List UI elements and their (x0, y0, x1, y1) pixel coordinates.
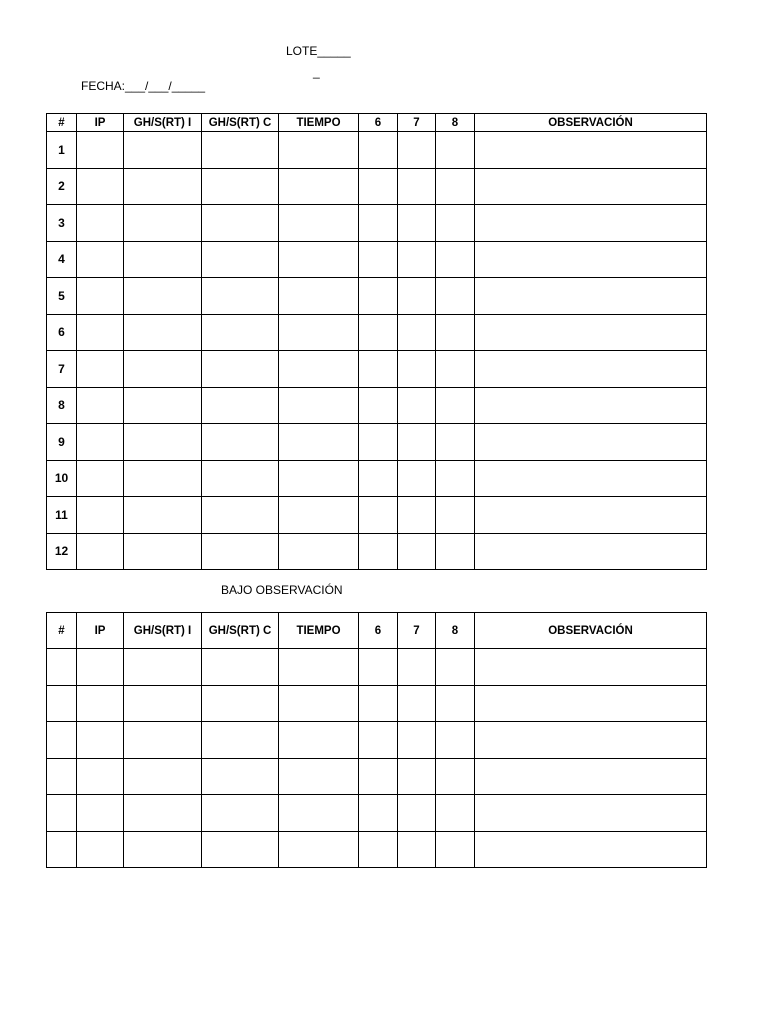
table-row (47, 685, 707, 722)
empty-cell[interactable] (202, 205, 279, 242)
empty-cell[interactable] (359, 424, 398, 461)
empty-cell[interactable] (202, 424, 279, 461)
empty-cell[interactable] (359, 795, 398, 832)
column-header: # (47, 613, 77, 649)
empty-cell[interactable] (77, 533, 124, 570)
empty-cell[interactable] (77, 685, 124, 722)
empty-cell[interactable] (124, 497, 202, 534)
empty-cell[interactable] (398, 758, 436, 795)
empty-cell[interactable] (436, 205, 475, 242)
empty-cell[interactable] (475, 460, 707, 497)
empty-cell[interactable] (398, 351, 436, 388)
empty-cell[interactable] (436, 649, 475, 686)
column-header: 8 (436, 613, 475, 649)
empty-cell[interactable] (475, 314, 707, 351)
empty-cell[interactable] (359, 168, 398, 205)
empty-cell[interactable] (279, 649, 359, 686)
empty-cell[interactable] (77, 722, 124, 759)
empty-cell[interactable] (436, 685, 475, 722)
empty-cell[interactable] (77, 168, 124, 205)
column-header: IP (77, 613, 124, 649)
fecha-label: FECHA:___/___/_____ (81, 79, 206, 93)
empty-cell[interactable] (77, 795, 124, 832)
empty-cell[interactable] (436, 758, 475, 795)
row-number (47, 758, 77, 795)
empty-cell[interactable] (398, 168, 436, 205)
empty-cell[interactable] (475, 795, 707, 832)
empty-cell[interactable] (359, 831, 398, 868)
empty-cell[interactable] (398, 497, 436, 534)
empty-cell[interactable] (202, 351, 279, 388)
empty-cell[interactable] (475, 168, 707, 205)
column-header: TIEMPO (279, 613, 359, 649)
empty-cell[interactable] (77, 278, 124, 315)
empty-cell[interactable] (398, 460, 436, 497)
batch-table (46, 113, 707, 570)
empty-cell[interactable] (202, 831, 279, 868)
empty-cell[interactable] (124, 533, 202, 570)
empty-cell[interactable] (124, 685, 202, 722)
table-row (47, 424, 707, 461)
empty-cell[interactable] (475, 649, 707, 686)
empty-cell[interactable] (202, 132, 279, 169)
empty-cell[interactable] (77, 314, 124, 351)
empty-cell[interactable] (279, 831, 359, 868)
lote-label-continuation: _ (313, 65, 320, 79)
empty-cell[interactable] (124, 460, 202, 497)
row-number (47, 685, 77, 722)
empty-cell[interactable] (279, 533, 359, 570)
empty-cell[interactable] (475, 685, 707, 722)
empty-cell[interactable] (124, 278, 202, 315)
row-number: 10 (47, 460, 77, 497)
empty-cell[interactable] (359, 351, 398, 388)
empty-cell[interactable] (359, 278, 398, 315)
row-number: 4 (47, 241, 77, 278)
empty-cell[interactable] (279, 758, 359, 795)
empty-cell[interactable] (436, 351, 475, 388)
table-row (47, 649, 707, 686)
column-header: GH/S(RT) C (202, 114, 279, 132)
empty-cell[interactable] (359, 722, 398, 759)
empty-cell[interactable] (77, 460, 124, 497)
column-header: OBSERVACIÓN (475, 114, 707, 132)
empty-cell[interactable] (475, 533, 707, 570)
empty-cell[interactable] (475, 351, 707, 388)
empty-cell[interactable] (398, 685, 436, 722)
empty-cell[interactable] (202, 722, 279, 759)
table-row (47, 795, 707, 832)
empty-cell[interactable] (436, 278, 475, 315)
empty-cell[interactable] (475, 205, 707, 242)
table-row (47, 278, 707, 315)
empty-cell[interactable] (436, 795, 475, 832)
empty-cell[interactable] (279, 424, 359, 461)
column-header: IP (77, 114, 124, 132)
empty-cell[interactable] (475, 132, 707, 169)
empty-cell[interactable] (77, 424, 124, 461)
empty-cell[interactable] (398, 205, 436, 242)
table-row (47, 460, 707, 497)
table-row (47, 533, 707, 570)
empty-cell[interactable] (475, 758, 707, 795)
empty-cell[interactable] (202, 278, 279, 315)
empty-cell[interactable] (359, 205, 398, 242)
empty-cell[interactable] (124, 314, 202, 351)
empty-cell[interactable] (359, 758, 398, 795)
empty-cell[interactable] (77, 351, 124, 388)
table-row (47, 831, 707, 868)
empty-cell[interactable] (475, 831, 707, 868)
empty-cell[interactable] (124, 168, 202, 205)
empty-cell[interactable] (202, 795, 279, 832)
empty-cell[interactable] (398, 278, 436, 315)
empty-cell[interactable] (279, 795, 359, 832)
empty-cell[interactable] (279, 205, 359, 242)
empty-cell[interactable] (398, 387, 436, 424)
column-header: TIEMPO (279, 114, 359, 132)
empty-cell[interactable] (436, 314, 475, 351)
empty-cell[interactable] (202, 314, 279, 351)
empty-cell[interactable] (202, 497, 279, 534)
empty-cell[interactable] (202, 685, 279, 722)
row-number (47, 722, 77, 759)
table-row (47, 758, 707, 795)
empty-cell[interactable] (279, 497, 359, 534)
table-row (47, 351, 707, 388)
empty-cell[interactable] (202, 533, 279, 570)
row-number: 2 (47, 168, 77, 205)
empty-cell[interactable] (124, 205, 202, 242)
empty-cell[interactable] (436, 387, 475, 424)
table-row (47, 314, 707, 351)
empty-cell[interactable] (124, 424, 202, 461)
empty-cell[interactable] (202, 649, 279, 686)
empty-cell[interactable] (436, 168, 475, 205)
empty-cell[interactable] (77, 205, 124, 242)
empty-cell[interactable] (124, 758, 202, 795)
column-header: OBSERVACIÓN (475, 613, 707, 649)
empty-cell[interactable] (436, 424, 475, 461)
table-header-row (47, 613, 707, 649)
row-number: 1 (47, 132, 77, 169)
row-number (47, 831, 77, 868)
table-row (47, 722, 707, 759)
empty-cell[interactable] (398, 241, 436, 278)
empty-cell[interactable] (77, 387, 124, 424)
table-row (47, 497, 707, 534)
empty-cell[interactable] (359, 649, 398, 686)
observation-table (46, 612, 707, 868)
column-header: 8 (436, 114, 475, 132)
row-number: 12 (47, 533, 77, 570)
row-number: 3 (47, 205, 77, 242)
empty-cell[interactable] (124, 722, 202, 759)
table-row (47, 387, 707, 424)
lote-label: LOTE_____ (286, 44, 351, 58)
empty-cell[interactable] (77, 132, 124, 169)
empty-cell[interactable] (475, 497, 707, 534)
empty-cell[interactable] (77, 831, 124, 868)
row-number: 9 (47, 424, 77, 461)
empty-cell[interactable] (475, 278, 707, 315)
empty-cell[interactable] (279, 241, 359, 278)
empty-cell[interactable] (77, 241, 124, 278)
empty-cell[interactable] (279, 460, 359, 497)
table-header-row (47, 114, 707, 132)
empty-cell[interactable] (279, 387, 359, 424)
empty-cell[interactable] (359, 685, 398, 722)
column-header: 6 (359, 114, 398, 132)
empty-cell[interactable] (124, 241, 202, 278)
empty-cell[interactable] (124, 351, 202, 388)
empty-cell[interactable] (398, 649, 436, 686)
empty-cell[interactable] (436, 460, 475, 497)
empty-cell[interactable] (77, 497, 124, 534)
empty-cell[interactable] (475, 424, 707, 461)
empty-cell[interactable] (77, 649, 124, 686)
empty-cell[interactable] (279, 314, 359, 351)
empty-cell[interactable] (359, 314, 398, 351)
empty-cell[interactable] (202, 168, 279, 205)
empty-cell[interactable] (202, 460, 279, 497)
table-row (47, 205, 707, 242)
empty-cell[interactable] (359, 533, 398, 570)
row-number: 8 (47, 387, 77, 424)
table-row (47, 168, 707, 205)
column-header: GH/S(RT) I (124, 114, 202, 132)
column-header: GH/S(RT) I (124, 613, 202, 649)
empty-cell[interactable] (124, 132, 202, 169)
empty-cell[interactable] (279, 685, 359, 722)
row-number: 6 (47, 314, 77, 351)
empty-cell[interactable] (436, 722, 475, 759)
empty-cell[interactable] (398, 831, 436, 868)
empty-cell[interactable] (475, 387, 707, 424)
empty-cell[interactable] (279, 722, 359, 759)
empty-cell[interactable] (279, 168, 359, 205)
empty-cell[interactable] (436, 132, 475, 169)
empty-cell[interactable] (124, 795, 202, 832)
empty-cell[interactable] (436, 497, 475, 534)
row-number: 5 (47, 278, 77, 315)
empty-cell[interactable] (398, 795, 436, 832)
empty-cell[interactable] (436, 241, 475, 278)
section-title: BAJO OBSERVACIÓN (221, 583, 343, 597)
column-header: 7 (398, 613, 436, 649)
empty-cell[interactable] (359, 460, 398, 497)
empty-cell[interactable] (77, 758, 124, 795)
table-row (47, 241, 707, 278)
empty-cell[interactable] (436, 533, 475, 570)
table-row (47, 132, 707, 169)
empty-cell[interactable] (279, 351, 359, 388)
empty-cell[interactable] (398, 314, 436, 351)
empty-cell[interactable] (124, 831, 202, 868)
column-header: 6 (359, 613, 398, 649)
empty-cell[interactable] (279, 132, 359, 169)
column-header: 7 (398, 114, 436, 132)
empty-cell[interactable] (202, 241, 279, 278)
row-number (47, 795, 77, 832)
empty-cell[interactable] (202, 758, 279, 795)
empty-cell[interactable] (436, 831, 475, 868)
empty-cell[interactable] (359, 497, 398, 534)
empty-cell[interactable] (398, 132, 436, 169)
empty-cell[interactable] (202, 387, 279, 424)
row-number: 7 (47, 351, 77, 388)
empty-cell[interactable] (279, 278, 359, 315)
empty-cell[interactable] (475, 722, 707, 759)
column-header: # (47, 114, 77, 132)
empty-cell[interactable] (124, 649, 202, 686)
empty-cell[interactable] (398, 533, 436, 570)
empty-cell[interactable] (398, 424, 436, 461)
empty-cell[interactable] (359, 132, 398, 169)
empty-cell[interactable] (475, 241, 707, 278)
row-number: 11 (47, 497, 77, 534)
empty-cell[interactable] (359, 241, 398, 278)
empty-cell[interactable] (124, 387, 202, 424)
column-header: GH/S(RT) C (202, 613, 279, 649)
row-number (47, 649, 77, 686)
empty-cell[interactable] (359, 387, 398, 424)
empty-cell[interactable] (398, 722, 436, 759)
